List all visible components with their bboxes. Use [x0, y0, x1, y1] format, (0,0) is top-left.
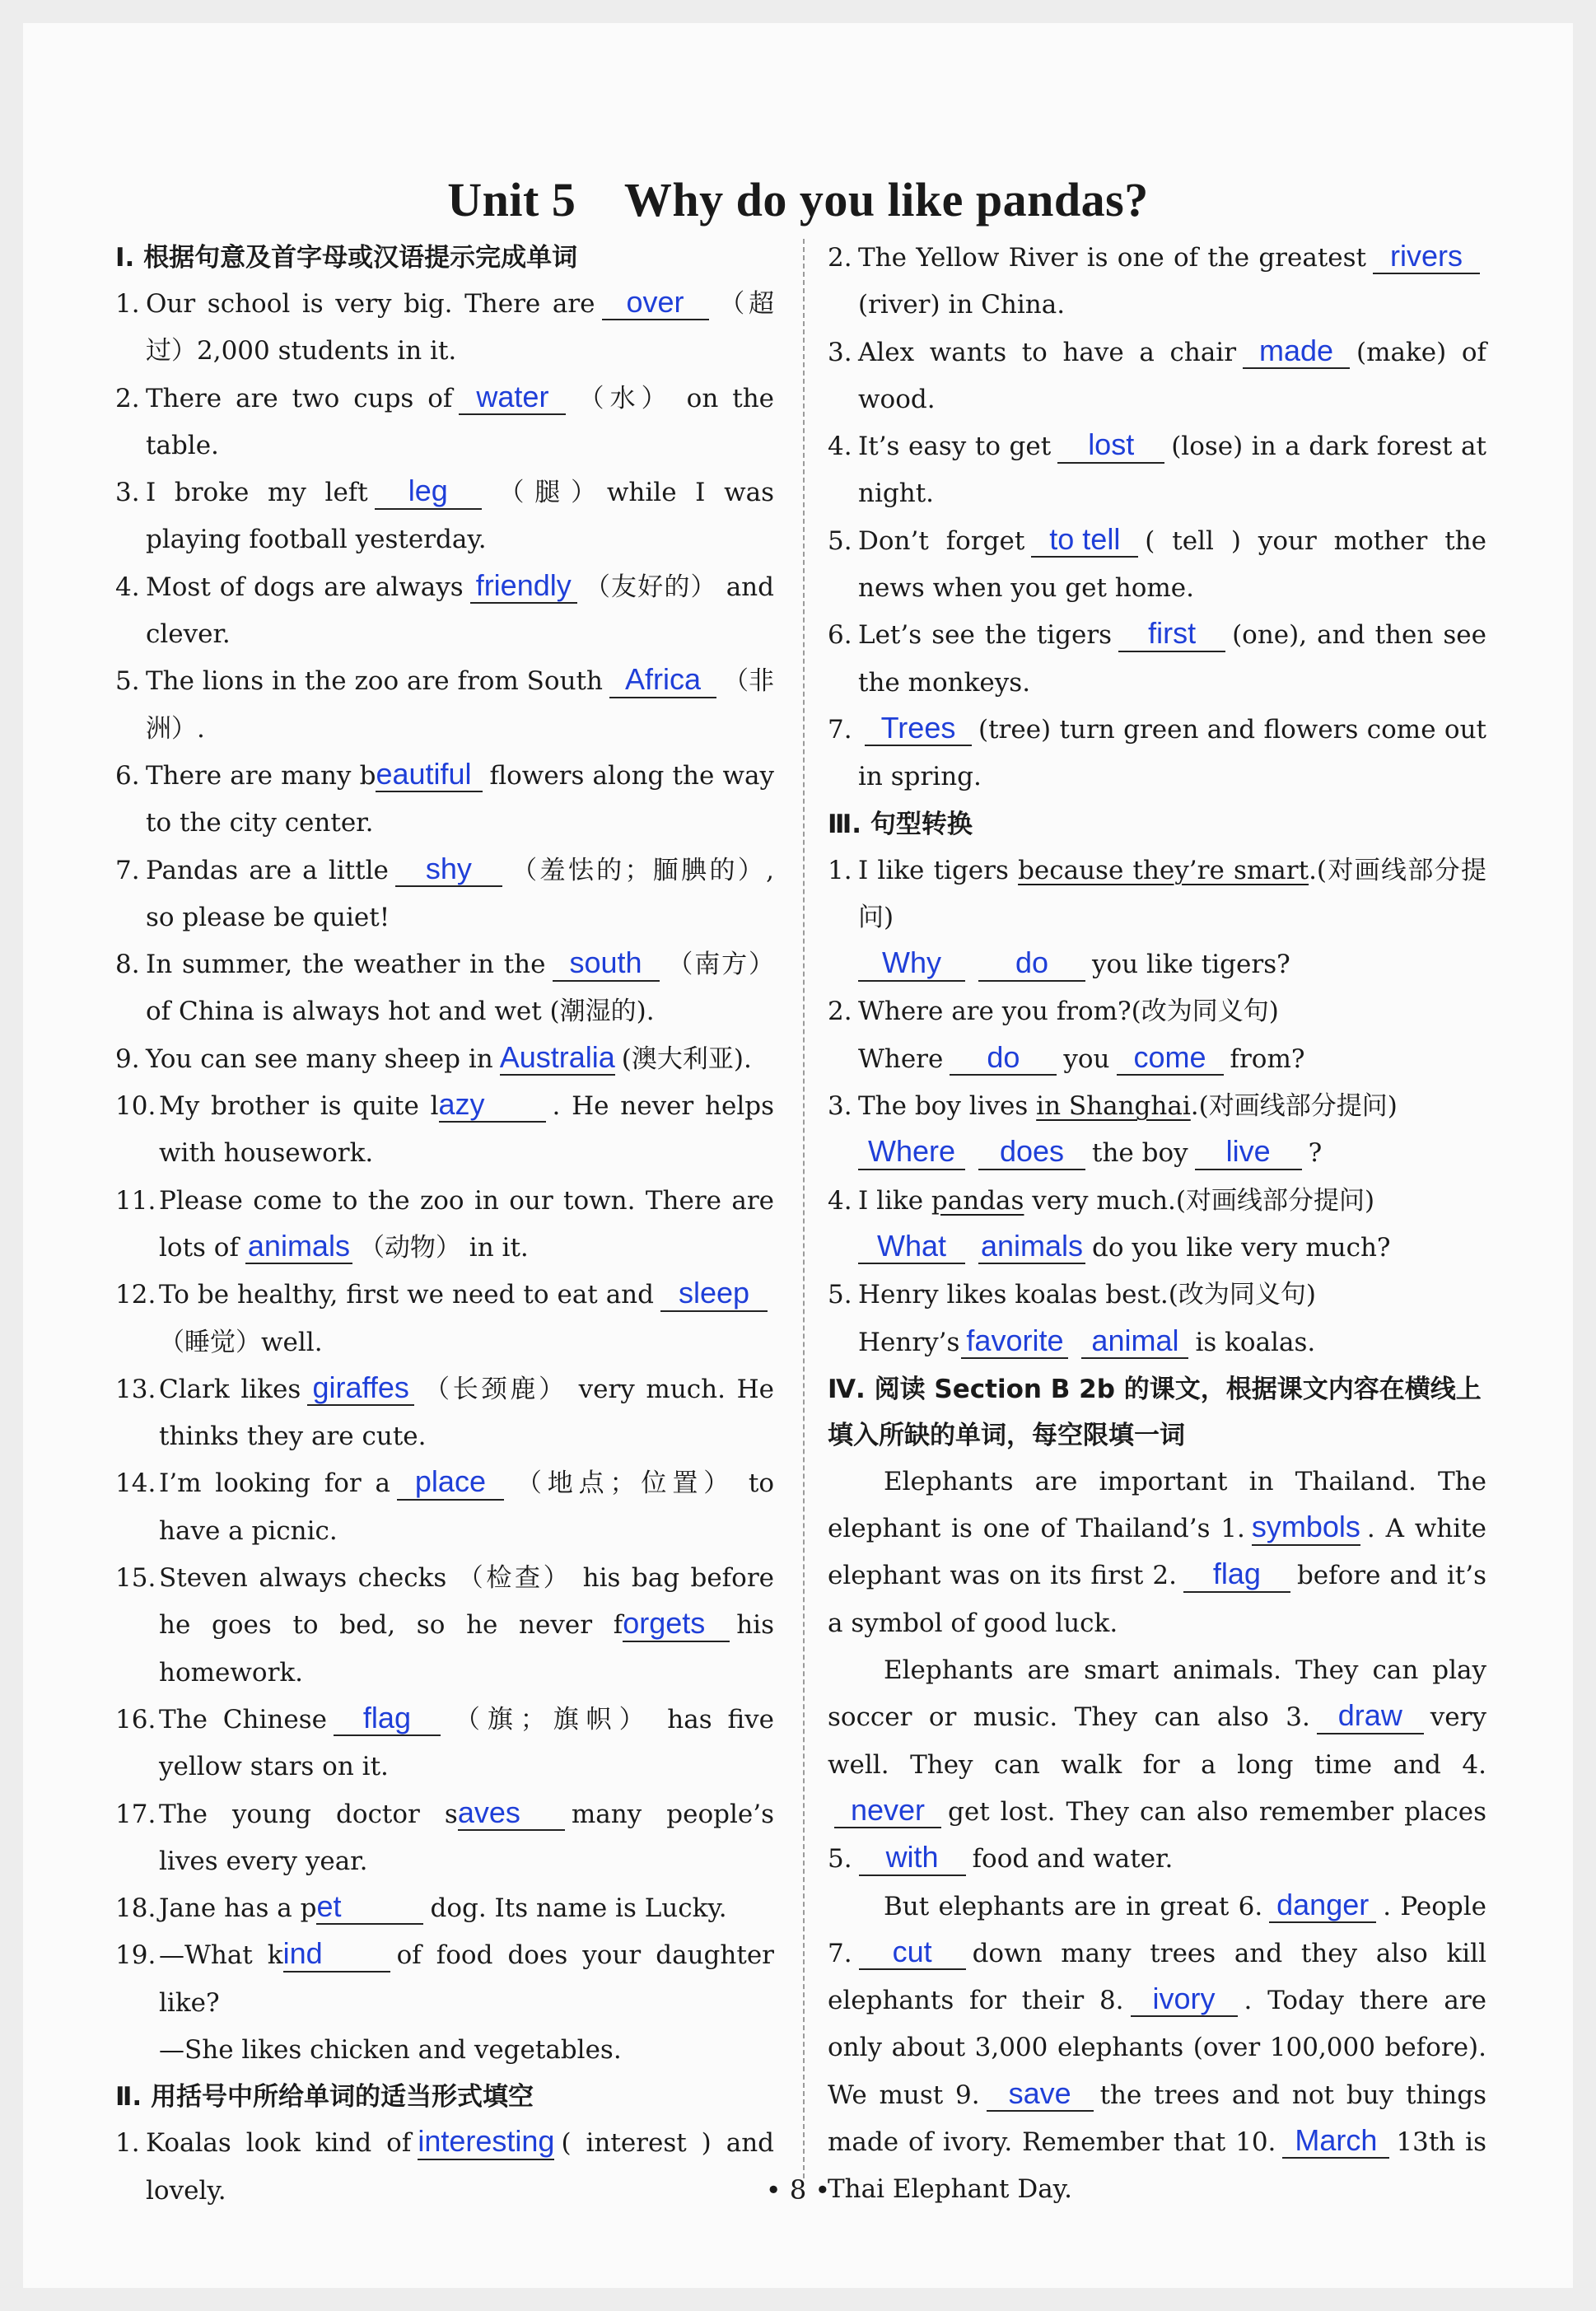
- item-text: There are two cups of: [146, 383, 453, 413]
- answer-blank[interactable]: come: [1117, 1040, 1224, 1076]
- answer-blank[interactable]: lost: [1057, 427, 1164, 463]
- exercise-item: [115, 1697, 774, 1791]
- item-number: 18.: [115, 1893, 156, 1924]
- section-1-items: [115, 281, 774, 2027]
- answer-blank[interactable]: does: [978, 1134, 1085, 1170]
- item-text: （羞怯的；腼腆的）, so please be quiet!: [146, 855, 775, 932]
- answer-blank[interactable]: rivers: [1373, 239, 1480, 274]
- item-text: To be healthy, first we need to eat and: [159, 1280, 654, 1310]
- exercise-item: [828, 423, 1486, 518]
- item-text: Henry’s: [858, 1327, 960, 1357]
- item-number: 8.: [115, 950, 140, 980]
- item-text: （非洲）.: [146, 666, 774, 744]
- item-text: Please come to the zoo in our town. There are lots of: [159, 1185, 774, 1263]
- item-text: It’s easy to get: [858, 432, 1052, 462]
- paragraph-text: Elephants are important in Thailand. The elephant is one of Thailand’s 1.: [828, 1466, 1486, 1544]
- exercise-item: [828, 707, 1486, 801]
- item-text: Clark likes: [159, 1374, 301, 1404]
- reading-paragraph: [828, 1459, 1486, 1647]
- answer-blank[interactable]: Why: [858, 945, 965, 981]
- answer-blank[interactable]: Where: [858, 1134, 965, 1170]
- exercise-item: [115, 469, 774, 564]
- exercise-item: [115, 847, 774, 942]
- answer-blank[interactable]: animals: [245, 1229, 352, 1264]
- item-text: flowers along the way to the city center.: [146, 760, 774, 838]
- item-text: (tree) turn green and flowers come out in spring.: [858, 714, 1486, 792]
- exercise-item: [115, 564, 774, 659]
- section-4-heading-cont: 填入所缺的单词，每空限填一词: [828, 1420, 1185, 1450]
- item-text: （睡觉）well.: [159, 1327, 323, 1357]
- paragraph-text: food and water.: [972, 1844, 1174, 1874]
- paragraph-text: But elephants are in great 6.: [884, 1891, 1263, 1921]
- answer-blank[interactable]: flag: [1183, 1557, 1290, 1592]
- answer-blank[interactable]: draw: [1317, 1698, 1424, 1734]
- underlined-phrase: in Shanghai: [1036, 1091, 1191, 1122]
- answer-blank[interactable]: symbols: [1252, 1510, 1360, 1545]
- item-instruction: .(对画线部分提问): [858, 855, 1487, 932]
- answer-blank[interactable]: animals: [978, 1229, 1085, 1264]
- page-number: • 8 •: [765, 2174, 831, 2206]
- exercise-item: [115, 1932, 774, 2027]
- item-text: （地点；位置） to have a picnic.: [159, 1468, 774, 1546]
- exercise-item: [115, 941, 774, 1036]
- answer-blank[interactable]: favorite: [961, 1324, 1068, 1359]
- item-text: the boy: [1092, 1138, 1188, 1169]
- item-number: 5.: [828, 525, 852, 556]
- answer-blank[interactable]: never: [834, 1793, 941, 1828]
- item-number: 16.: [115, 1704, 156, 1734]
- exercise-item: [828, 612, 1486, 707]
- answer-line: [828, 1130, 1486, 1177]
- answer-blank[interactable]: danger: [1269, 1888, 1376, 1923]
- item-text: There are many b: [146, 760, 376, 791]
- item-text: （长颈鹿） very much. He thinks they are cute.: [159, 1374, 774, 1452]
- answer-blank[interactable]: do: [950, 1040, 1057, 1076]
- item-number: 3.: [828, 337, 852, 367]
- answer-blank[interactable]: animal: [1081, 1324, 1188, 1359]
- item-number: 6.: [828, 620, 852, 651]
- underlined-phrase: pandas: [931, 1185, 1024, 1216]
- item-number: 1.: [828, 855, 852, 885]
- answer-blank[interactable]: Africa: [609, 662, 716, 698]
- item-text: (make) of wood.: [858, 337, 1487, 414]
- paragraph-text: the trees and not buy things made of ivory. Remember that 10.: [828, 2080, 1486, 2157]
- item-instruction: very much.(对画线部分提问): [1024, 1185, 1375, 1216]
- answer-blank[interactable]: leg: [375, 474, 482, 509]
- paragraph-text: . Today there are only about 3,000 elephants (over 100,000 before). We must 9.: [828, 1986, 1486, 2110]
- exercise-item: [115, 1366, 774, 1461]
- item-text: Don’t forget: [858, 525, 1025, 556]
- exercise-item: [828, 518, 1486, 613]
- item-text: his homework.: [159, 1610, 774, 1688]
- paragraph-text: 13th is Thai Elephant Day.: [828, 2127, 1486, 2205]
- answer-line: [828, 1225, 1486, 1272]
- item-text: (river) in China.: [858, 290, 1066, 320]
- answer-blank[interactable]: March: [1282, 2123, 1389, 2159]
- paragraph-text: very well. They can walk for a long time and 4.: [828, 1702, 1486, 1780]
- exercise-item: [115, 1460, 774, 1555]
- item-text: Pandas are a little: [146, 855, 389, 885]
- answer-blank[interactable]: shy: [395, 852, 502, 887]
- item-text: (澳大利亚).: [621, 1043, 752, 1074]
- answer-blank[interactable]: sleep: [660, 1276, 768, 1311]
- item-text: Our school is very big. There are: [146, 289, 595, 319]
- answer-blank[interactable]: eautiful: [376, 757, 483, 792]
- answer-blank[interactable]: et: [316, 1889, 423, 1925]
- answer-blank[interactable]: south: [553, 945, 660, 981]
- right-column: [828, 235, 1486, 2214]
- item-number: 2.: [828, 997, 852, 1027]
- exercise-item: [828, 988, 1486, 1035]
- reading-paragraph: [828, 1647, 1486, 1883]
- item-text: Most of dogs are always: [146, 572, 464, 602]
- answer-blank[interactable]: cut: [859, 1935, 966, 1970]
- answer-blank[interactable]: do: [978, 945, 1085, 981]
- answer-blank[interactable]: orgets: [623, 1606, 730, 1641]
- answer-blank[interactable]: live: [1195, 1134, 1302, 1170]
- column-divider: [803, 239, 805, 2178]
- item-text: （水） on the table.: [146, 383, 775, 460]
- item-number: 4.: [828, 1185, 852, 1216]
- answer-line: [828, 941, 1486, 988]
- answer-blank[interactable]: save: [987, 2076, 1094, 2112]
- item-text: You can see many sheep in: [146, 1043, 493, 1074]
- page-title: Unit 5 Why do you like pandas?: [447, 173, 1149, 226]
- item-number: 5.: [828, 1280, 852, 1310]
- exercise-item: [115, 753, 774, 847]
- item-text: The Yellow River is one of the greatest: [858, 243, 1366, 273]
- item-number: 19.: [115, 1940, 156, 1971]
- answer-blank[interactable]: Trees: [865, 711, 972, 746]
- dialogue-reply: —She likes chicken and vegetables.: [159, 2034, 622, 2065]
- answer-blank[interactable]: What: [858, 1229, 965, 1264]
- exercise-item: [115, 1083, 774, 1178]
- exercise-item: [115, 1885, 774, 1932]
- item-text: Jane has a p: [159, 1893, 317, 1924]
- item-number: 1.: [115, 2128, 140, 2159]
- answer-blank[interactable]: with: [859, 1840, 966, 1875]
- item-number: 10.: [115, 1091, 156, 1122]
- item-text: （动物） in it.: [358, 1232, 529, 1263]
- item-text: Where: [858, 1043, 944, 1074]
- item-text: Alex wants to have a chair: [858, 337, 1237, 367]
- item-text: I like tigers: [858, 855, 1019, 885]
- item-text: ( tell ) your mother the news when you get home.: [858, 525, 1486, 604]
- item-number: 17.: [115, 1799, 156, 1829]
- answer-blank[interactable]: aves: [458, 1795, 565, 1831]
- exercise-item: [115, 376, 774, 470]
- exercise-item: [828, 847, 1486, 942]
- item-text: The lions in the zoo are from South: [146, 666, 603, 697]
- answer-line: [828, 1319, 1486, 1366]
- item-text: you: [1063, 1043, 1110, 1074]
- item-text: (lose) in a dark forest at night.: [858, 432, 1486, 509]
- exercise-item: [828, 1083, 1486, 1130]
- item-text: In summer, the weather in the: [146, 950, 546, 980]
- item-text: （友好的） and clever.: [146, 572, 774, 650]
- paragraph-text: get lost. They can also remember places 5.: [828, 1796, 1486, 1874]
- answer-blank[interactable]: azy: [439, 1087, 546, 1123]
- item-text: My brother is quite l: [159, 1091, 439, 1122]
- item-text: ( interest ) and lovely.: [146, 2128, 774, 2206]
- item-number: 12.: [115, 1280, 156, 1310]
- item-text: （南方） of China is always hot and wet (潮湿的).: [146, 950, 774, 1027]
- item-text: （超过）2,000 students in it.: [146, 289, 774, 366]
- left-column: [115, 235, 774, 2215]
- item-text: do you like very much?: [1092, 1232, 1391, 1263]
- item-text: Koalas look kind of: [146, 2128, 412, 2159]
- exercise-item: [828, 329, 1486, 424]
- paragraph-text: Elephants are smart animals. They can play soccer or music. They can also 3.: [828, 1655, 1486, 1733]
- exercise-item: [828, 1178, 1486, 1225]
- item-text: many people’s lives every year.: [159, 1799, 774, 1876]
- answer-blank[interactable]: friendly: [470, 568, 577, 604]
- exercise-item: [115, 1791, 774, 1886]
- exercise-item: [115, 1036, 774, 1083]
- item-text: The Chinese: [159, 1704, 327, 1734]
- item-number: 13.: [115, 1374, 156, 1404]
- item-text: is koalas.: [1195, 1327, 1316, 1357]
- paragraph-text: . A white elephant was on its first 2.: [828, 1514, 1486, 1591]
- paragraph-text: down many trees and they also kill elephants for their 8.: [828, 1938, 1486, 2016]
- item-text: Let’s see the tigers: [858, 620, 1113, 651]
- answer-blank[interactable]: to tell: [1031, 522, 1138, 558]
- item-text: I’m looking for a: [159, 1468, 390, 1499]
- answer-line: [828, 1036, 1486, 1083]
- item-number: 6.: [115, 760, 140, 791]
- item-text: . He never helps with housework.: [159, 1091, 774, 1169]
- item-instruction: .(对画线部分提问): [1190, 1091, 1398, 1122]
- exercise-item: [115, 281, 774, 376]
- answer-blank[interactable]: interesting: [418, 2124, 554, 2159]
- answer-blank[interactable]: first: [1118, 616, 1225, 651]
- item-text: dog. Its name is Lucky.: [430, 1893, 727, 1924]
- answer-blank[interactable]: ind: [283, 1936, 390, 1972]
- item-text: I like: [858, 1185, 931, 1216]
- item-text: from?: [1230, 1043, 1305, 1074]
- item-text: —What k: [159, 1940, 283, 1971]
- item-text: （腿）while I was playing football yesterday.: [146, 478, 774, 555]
- answer-blank[interactable]: giraffes: [307, 1370, 414, 1406]
- section-2-items-cont: [828, 235, 1486, 801]
- item-text: I broke my left: [146, 478, 368, 508]
- item-text: （旗；旗帜） has five yellow stars on it.: [159, 1704, 774, 1782]
- answer-blank[interactable]: over: [602, 285, 709, 320]
- item-number: 4.: [115, 572, 140, 602]
- item-text: (one), and then see the monkeys.: [858, 620, 1486, 698]
- reading-paragraph: [828, 1884, 1486, 2214]
- section-4-heading: Ⅳ. 阅读 Section B 2b 的课文，根据课文内容在横线上: [828, 1374, 1482, 1404]
- item-number: 4.: [828, 432, 852, 462]
- underlined-phrase: because they’re smart: [1018, 855, 1309, 885]
- item-number: 2.: [828, 243, 852, 273]
- paragraph-text: . People 7.: [828, 1891, 1486, 1968]
- item-text: Steven always checks （检查） his bag before he goes to bed, so he never f: [159, 1563, 774, 1641]
- item-text: ?: [1308, 1138, 1323, 1169]
- answer-blank[interactable]: place: [397, 1464, 504, 1500]
- answer-blank[interactable]: water: [459, 380, 566, 415]
- answer-blank[interactable]: flag: [334, 1701, 441, 1736]
- item-number: 14.: [115, 1468, 156, 1499]
- item-text: Henry likes koalas best.(改为同义句): [858, 1280, 1316, 1310]
- exercise-item: [115, 658, 774, 753]
- item-text: Where are you from?(改为同义句): [858, 997, 1279, 1027]
- item-number: 7.: [828, 714, 852, 745]
- item-text: The boy lives: [858, 1091, 1037, 1122]
- item-number: 5.: [115, 666, 140, 697]
- item-number: 2.: [115, 383, 140, 413]
- answer-blank[interactable]: ivory: [1131, 1982, 1238, 2017]
- exercise-item: [115, 1555, 774, 1697]
- item-number: 7.: [115, 855, 140, 885]
- exercise-item: [115, 1178, 774, 1272]
- item-text: of food does your daughter like?: [159, 1940, 774, 2018]
- item-number: 3.: [115, 478, 140, 508]
- item-number: 3.: [828, 1091, 852, 1122]
- section-2-heading: Ⅱ. 用括号中所给单词的适当形式填空: [115, 2082, 534, 2113]
- section-1-heading: Ⅰ. 根据句意及首字母或汉语提示完成单词: [115, 243, 578, 273]
- exercise-item: [828, 235, 1486, 329]
- item-text: The young doctor s: [159, 1799, 458, 1829]
- exercise-item: [115, 1272, 774, 1366]
- item-number: 11.: [115, 1185, 156, 1216]
- item-number: 15.: [115, 1563, 156, 1594]
- exercise-item: [828, 1272, 1486, 1319]
- paragraph-text: before and it’s a symbol of good luck.: [828, 1561, 1486, 1638]
- section-3-heading: Ⅲ. 句型转换: [828, 809, 973, 839]
- item-text: you like tigers?: [1092, 950, 1290, 980]
- item-number: 1.: [115, 289, 140, 319]
- answer-blank[interactable]: Australia: [500, 1040, 615, 1076]
- item-number: 9.: [115, 1043, 140, 1074]
- answer-blank[interactable]: made: [1243, 334, 1350, 369]
